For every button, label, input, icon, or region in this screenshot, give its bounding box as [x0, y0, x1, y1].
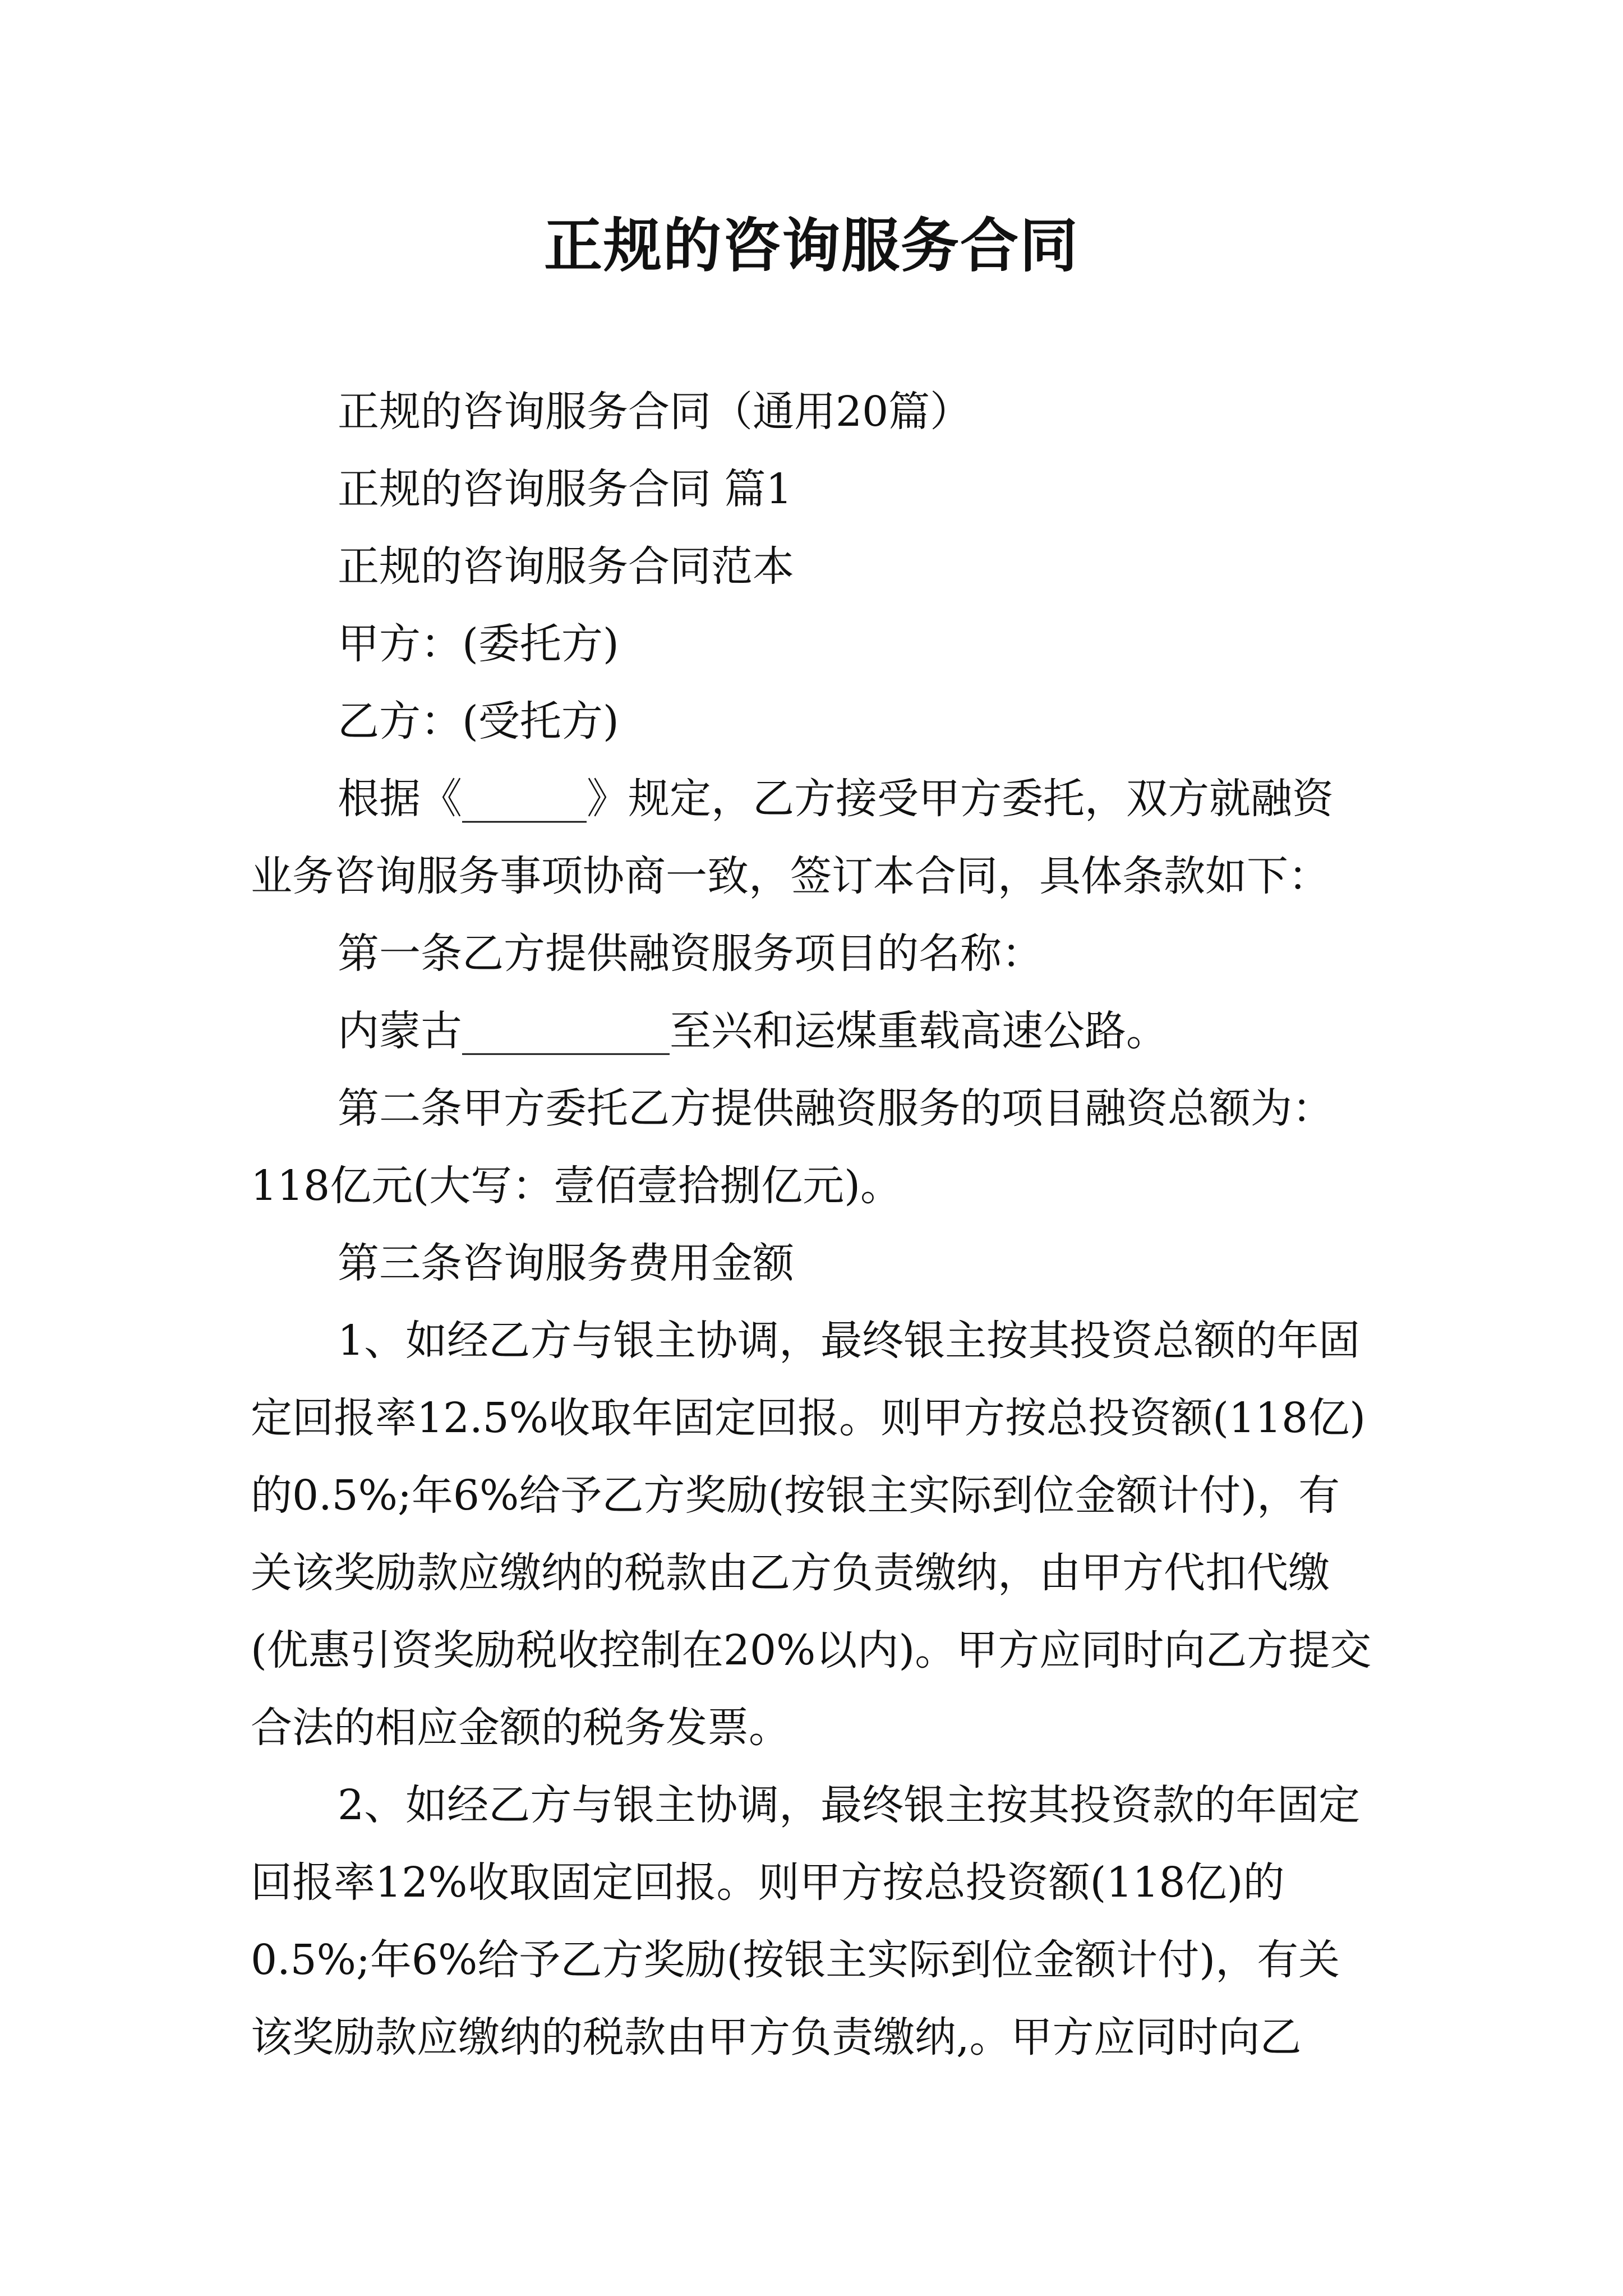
- paragraph-subtitle: 正规的咨询服务合同（通用20篇）: [338, 388, 972, 436]
- paragraph-clause-1: 1、如经乙方与银主协调，最终银主按其投资总额的年固定回报率12.5%收取年固定回报。则甲方按总投资额(118亿)的0.5%;年6%给予乙方奖励(按银主实际到位金额计付)，有关该奖励款应缴纳的税款由乙方负责缴纳，由甲方代扣代缴(优惠引资奖励税收控制在20%以内)。甲方应同时向乙方提交合法的相应金额的税务发票。: [251, 1317, 1372, 1752]
- paragraph-preamble: 根据《______》规定，乙方接受甲方委托，双方就融资业务咨询服务事项协商一致，签订本合同，具体条款如下：: [251, 775, 1334, 900]
- paragraph-article-2: 第二条甲方委托乙方提供融资服务的项目融资总额为：118亿元(大写：壹佰壹拾捌亿元)。: [251, 1084, 1334, 1210]
- paragraph-article-1: 第一条乙方提供融资服务项目的名称：: [338, 930, 1043, 978]
- document-body: [251, 373, 1372, 2076]
- paragraph-template-heading: 正规的咨询服务合同范本: [338, 542, 794, 591]
- paragraph-clause-2: 2、如经乙方与银主协调，最终银主按其投资款的年固定回报率12%收取固定回报。则甲方按总投资额(118亿)的0.5%;年6%给予乙方奖励(按银主实际到位金额计付)，有关该奖励款应缴纳的税款由甲方负责缴纳,。甲方应同时向乙: [251, 1781, 1361, 2062]
- paragraph-project-name: 内蒙古__________至兴和运煤重载高速公路。: [338, 1007, 1168, 1055]
- paragraph-article-3: 第三条咨询服务费用金额: [338, 1239, 794, 1287]
- paragraph-chapter: 正规的咨询服务合同 篇1: [338, 465, 792, 513]
- paragraph-party-a: 甲方：(委托方): [338, 620, 619, 668]
- paragraph-party-b: 乙方：(受托方): [338, 697, 619, 746]
- document-title: 正规的咨询服务合同: [543, 211, 1079, 280]
